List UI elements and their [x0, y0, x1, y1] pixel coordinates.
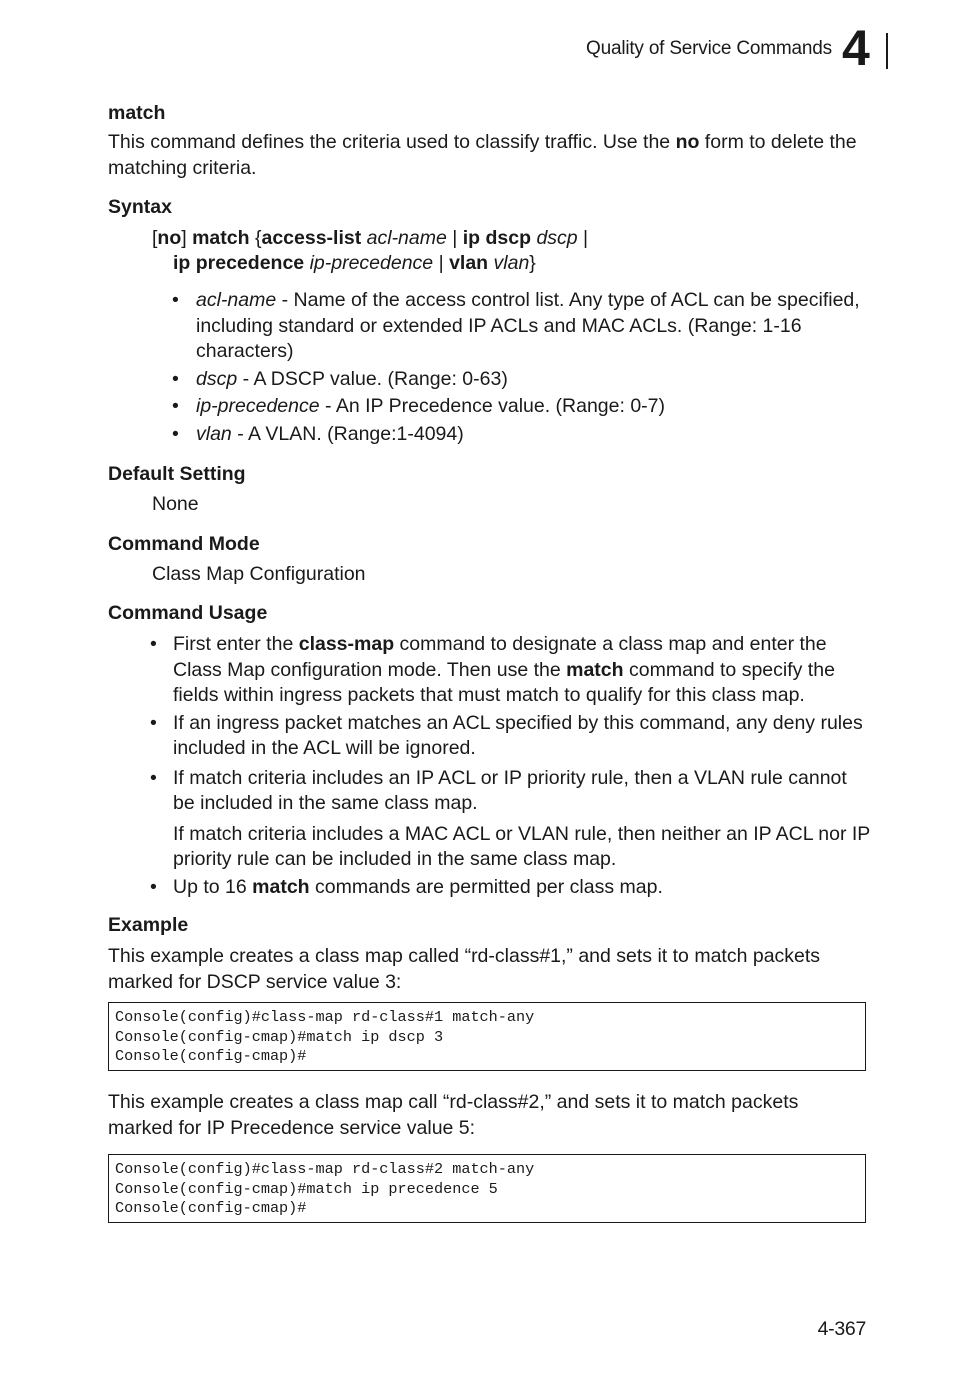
italic-text: ip-precedence — [309, 252, 434, 274]
command-description: This command defines the criteria used to classify traffic. Use the no form to delete the matching criteria. — [108, 131, 857, 179]
default-setting-value: None — [152, 493, 199, 515]
text-run: First enter the — [173, 633, 299, 655]
code-line: Console(config-cmap)#match ip precedence 5 — [115, 1179, 498, 1198]
chapter-title: Quality of Service Commands — [586, 38, 832, 59]
chapter-number: 4 — [842, 20, 870, 76]
italic-text: vlan — [493, 252, 530, 274]
bullet: • — [172, 395, 179, 417]
command-title: match — [108, 102, 166, 124]
command-mode-heading: Command Mode — [108, 533, 260, 555]
syntax-line-1 — [152, 226, 588, 251]
bold-text: class-map — [298, 633, 395, 655]
example-heading: Example — [108, 914, 189, 936]
command-usage-list — [150, 632, 870, 900]
code-line: Console(config-cmap)# — [115, 1047, 307, 1065]
usage-item — [150, 875, 870, 901]
syntax-heading: Syntax — [108, 196, 172, 218]
code-line: Console(config)#class-map rd-class#1 match-any — [115, 1008, 535, 1026]
parameter-item: • acl-name - Name of the access control list. Any type of ACL can be specified, including standard or extended IP ACLs and MAC ACLs. (Range: 1-16 characters) — [172, 289, 860, 362]
parameter-list — [172, 288, 872, 447]
text-run: command to designate a class map and enter the Class Map configuration mode. Then use the — [173, 633, 827, 681]
text-run: | — [446, 227, 463, 249]
bullet: • — [172, 367, 179, 390]
text-run: } — [529, 252, 536, 274]
code-block-2 — [108, 1154, 866, 1223]
text-run: | — [433, 252, 450, 274]
example-text-2: This example creates a class map call “rd-class#2,” and sets it to match packets marked for IP Precedence service value 5: — [108, 1091, 799, 1139]
code-block-1 — [108, 1002, 866, 1071]
bold-text: match — [252, 875, 310, 898]
italic-text: acl-name — [366, 227, 447, 249]
text-run: | — [577, 227, 589, 249]
text-run: { — [249, 227, 262, 249]
text-run: ] — [181, 227, 193, 249]
parameter-item: • vlan - A VLAN. (Range:1-4094) — [172, 422, 872, 448]
bullet: • — [150, 711, 157, 734]
bold-text: vlan — [449, 252, 489, 274]
text-run: Up to 16 — [173, 875, 253, 898]
italic-text: dscp — [536, 227, 578, 249]
code-line: Console(config)#class-map rd-class#2 match-any — [115, 1160, 535, 1178]
bullet: • — [150, 633, 157, 655]
usage-item — [150, 632, 870, 709]
syntax-line-2 — [173, 251, 536, 276]
usage-item: • If match criteria includes an IP ACL or IP priority rule, then a VLAN rule cannot be included in the same class map. If match criteria includes a MAC ACL or VLAN rule, then neither an IP ACL nor IP priority rule can be included in the same class map. — [150, 766, 870, 873]
code-line: Console(config-cmap)# — [115, 1199, 307, 1217]
command-usage-heading: Command Usage — [108, 602, 268, 624]
bold-text: match — [566, 658, 624, 681]
parameter-item: • dscp - A DSCP value. (Range: 0-63) — [172, 367, 872, 393]
command-mode-value: Class Map Configuration — [152, 563, 366, 585]
page-number: 4-367 — [817, 1318, 866, 1340]
code-line: Console(config-cmap)#match ip dscp 3 — [115, 1027, 444, 1046]
text-run: [ — [152, 227, 158, 249]
bold-text: access-list — [261, 227, 362, 249]
bullet: • — [172, 422, 179, 445]
example-text-1: This example creates a class map called “rd-class#1,” and sets it to match packets marked for DSCP service value 3: — [108, 945, 821, 993]
parameter-item: • ip-precedence - An IP Precedence value. (Range: 0-7) — [172, 394, 872, 420]
bold-text: no — [157, 227, 182, 249]
bold-text: ip dscp — [462, 227, 532, 249]
bold-text: ip precedence — [173, 252, 305, 274]
bold-text: match — [192, 227, 250, 249]
text-run: command to specify the fields within ingress packets that must match to qualify for this class map. — [173, 658, 835, 706]
bullet: • — [150, 875, 157, 898]
bullet: • — [172, 289, 179, 311]
default-setting-heading: Default Setting — [108, 463, 246, 485]
usage-item-continuation: If match criteria includes a MAC ACL or VLAN rule, then neither an IP ACL nor IP priority rule can be included in the same class map. — [173, 822, 870, 870]
bullet: • — [150, 766, 157, 789]
text-run: commands are permitted per class map. — [309, 875, 663, 898]
usage-item: • If an ingress packet matches an ACL specified by this command, any deny rules included in the ACL will be ignored. — [150, 711, 863, 759]
